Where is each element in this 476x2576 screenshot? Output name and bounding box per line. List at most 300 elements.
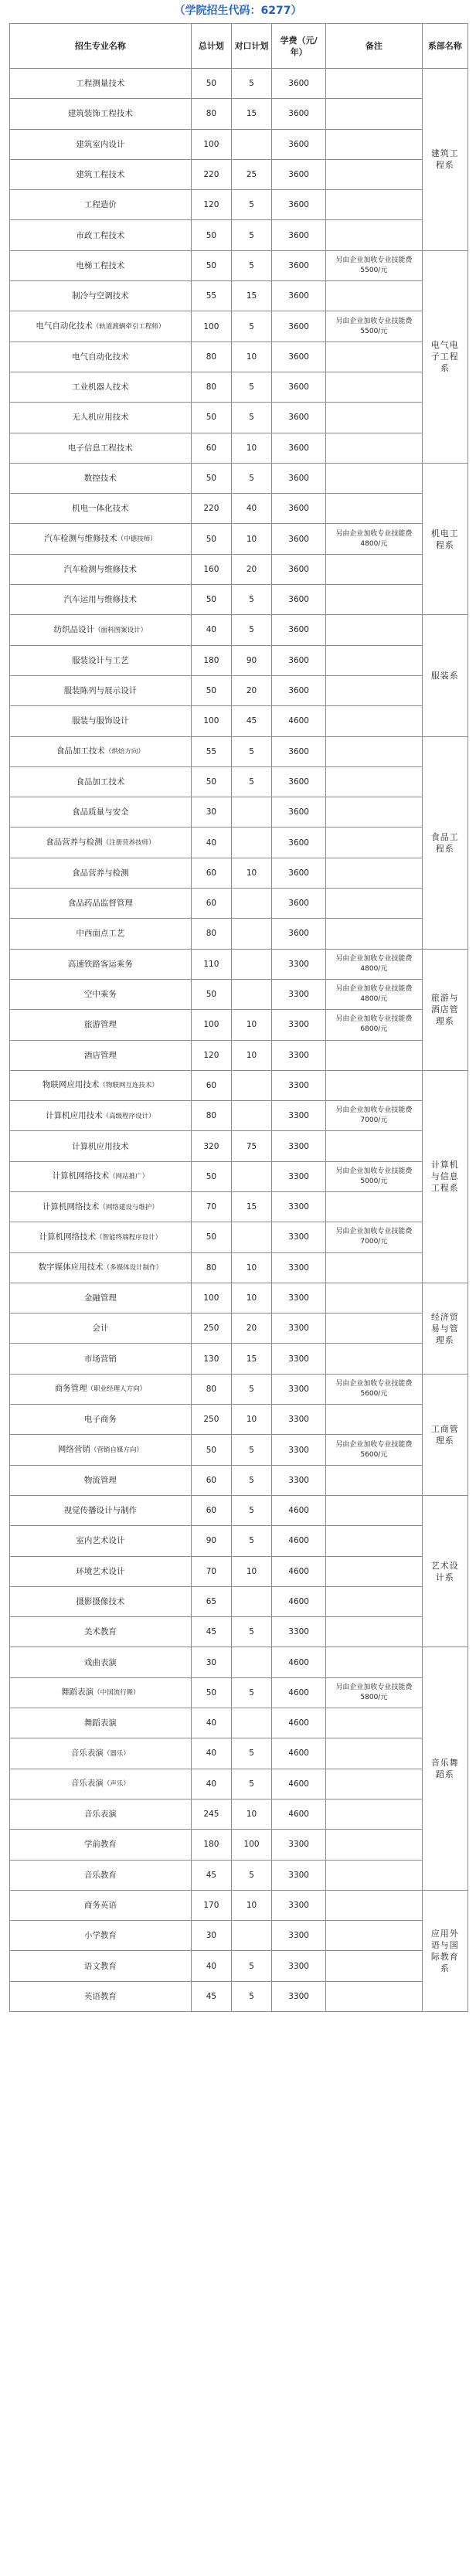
table-row [10, 1830, 468, 1860]
fee-cell: 3300 [272, 1101, 326, 1131]
total-plan-cell: 70 [191, 1191, 231, 1222]
table-row [10, 828, 468, 858]
major-name-cell [10, 494, 192, 524]
fee-cell: 3600 [272, 403, 326, 433]
major-name: 环境艺术设计 [76, 1566, 125, 1576]
total-plan-cell: 50 [191, 675, 231, 705]
table-row [10, 1921, 468, 1951]
table-row [10, 433, 468, 463]
table-row [10, 1981, 468, 2011]
table-row [10, 1313, 468, 1344]
paired-plan-cell: 40 [231, 494, 271, 524]
remark-cell [326, 281, 423, 311]
total-plan-cell: 250 [191, 1405, 231, 1435]
remark-cell [326, 1131, 423, 1161]
table-row [10, 979, 468, 1009]
total-plan-cell: 50 [191, 524, 231, 554]
dept-name-cell: 音乐舞蹈系 [422, 1647, 468, 1890]
major-name: 服装设计与工艺 [72, 655, 129, 665]
header-row [10, 24, 468, 69]
major-name: 工程造价 [83, 200, 117, 210]
paired-plan-cell: 10 [231, 1010, 271, 1040]
paired-plan-cell: 20 [231, 554, 271, 584]
major-note: （注册营养技师） [102, 839, 155, 848]
total-plan-cell: 130 [191, 1344, 231, 1374]
major-name: 市政工程技术 [76, 230, 125, 240]
fee-cell: 3600 [272, 645, 326, 675]
total-plan-cell: 40 [191, 1738, 231, 1769]
major-name-cell [10, 1374, 192, 1404]
paired-plan-cell: 100 [231, 1830, 271, 1860]
major-name: 物流管理 [83, 1475, 117, 1485]
total-plan-cell: 50 [191, 1435, 231, 1465]
total-plan-cell: 250 [191, 1313, 231, 1344]
major-name: 电气自动化技术 [36, 321, 93, 331]
paired-plan-cell [231, 1647, 271, 1677]
major-name: 计算机网络技术 [39, 1232, 97, 1242]
major-name: 计算机应用技术 [72, 1141, 129, 1151]
fee-cell: 4600 [272, 1677, 326, 1708]
major-name-cell [10, 403, 192, 433]
paired-plan-cell: 5 [231, 220, 271, 250]
major-name-cell [10, 1738, 192, 1769]
major-name: 舞蹈表演 [83, 1718, 117, 1728]
major-name: 音乐表演 [83, 1810, 117, 1820]
major-name: 酒店管理 [83, 1050, 117, 1060]
major-name-cell [10, 433, 192, 463]
major-name-cell [10, 1344, 192, 1374]
table-row [10, 1161, 468, 1191]
fee-cell: 3600 [272, 281, 326, 311]
remark-cell [326, 433, 423, 463]
major-name: 服装与服饰设计 [72, 716, 129, 726]
table-row [10, 220, 468, 250]
table-row [10, 858, 468, 888]
remark-cell [326, 1313, 423, 1344]
fee-cell: 3300 [272, 1161, 326, 1191]
table-row [10, 281, 468, 311]
paired-plan-cell: 5 [231, 585, 271, 615]
major-name: 商务管理 [54, 1384, 87, 1394]
total-plan-cell: 45 [191, 1981, 231, 2011]
major-name-cell [10, 1769, 192, 1799]
fee-cell: 3300 [272, 1465, 326, 1495]
remark-cell [326, 1405, 423, 1435]
total-plan-cell: 100 [191, 129, 231, 159]
table-row [10, 1222, 468, 1252]
paired-plan-cell: 5 [231, 1435, 271, 1465]
remark-cell [326, 1252, 423, 1283]
paired-plan-cell: 10 [231, 1040, 271, 1070]
major-name: 电子商务 [83, 1415, 117, 1425]
major-name-cell [10, 615, 192, 645]
major-name: 音乐教育 [83, 1870, 117, 1880]
fee-cell: 4600 [272, 1526, 326, 1556]
major-name: 网络营销 [57, 1445, 90, 1454]
major-name: 食品药品监督管理 [67, 899, 133, 909]
total-plan-cell: 60 [191, 433, 231, 463]
total-plan-cell: 50 [191, 463, 231, 493]
paired-plan-cell [231, 1222, 271, 1252]
enrollment-table [9, 23, 468, 2012]
total-plan-cell: 40 [191, 1769, 231, 1799]
major-name-cell [10, 1921, 192, 1951]
table-row [10, 1677, 468, 1708]
fee-cell: 3300 [272, 1010, 326, 1040]
table-row [10, 1131, 468, 1161]
remark-cell [326, 159, 423, 189]
header-fee: 学费（元/年） [272, 24, 326, 69]
total-plan-cell: 110 [191, 949, 231, 979]
fee-cell: 4600 [272, 1769, 326, 1799]
total-plan-cell: 40 [191, 828, 231, 858]
major-name-cell [10, 828, 192, 858]
fee-cell: 3600 [272, 766, 326, 797]
total-plan-cell: 80 [191, 1252, 231, 1283]
dept-name-cell: 应用外语与国际教育系 [422, 1890, 468, 2011]
fee-cell: 3600 [272, 342, 326, 372]
paired-plan-cell: 5 [231, 615, 271, 645]
remark-cell [326, 99, 423, 129]
total-plan-cell: 50 [191, 69, 231, 99]
table-row [10, 1495, 468, 1525]
fee-cell: 3600 [272, 736, 326, 766]
major-name: 电子信息工程技术 [67, 443, 133, 453]
total-plan-cell: 30 [191, 797, 231, 828]
table-row [10, 1799, 468, 1829]
remark-cell [326, 554, 423, 584]
dept-name-cell: 食品工程系 [422, 736, 468, 949]
remark-cell [326, 1586, 423, 1616]
major-name-cell [10, 1161, 192, 1191]
remark-cell [326, 1708, 423, 1738]
fee-cell: 4600 [272, 1647, 326, 1677]
major-name: 食品营养与检测 [72, 868, 129, 878]
fee-cell: 3300 [272, 1283, 326, 1313]
paired-plan-cell: 5 [231, 372, 271, 402]
fee-cell: 3300 [272, 1070, 326, 1100]
header-paired: 对口计划 [231, 24, 271, 69]
paired-plan-cell: 5 [231, 1981, 271, 2011]
total-plan-cell: 40 [191, 1951, 231, 1981]
remark-cell: 另由企业加收专业技能费5500/元 [326, 311, 423, 342]
major-name: 旅游管理 [83, 1020, 117, 1030]
paired-plan-cell: 5 [231, 463, 271, 493]
major-name-cell [10, 1890, 192, 1920]
remark-cell [326, 220, 423, 250]
total-plan-cell: 55 [191, 281, 231, 311]
major-name: 电气自动化技术 [72, 352, 129, 362]
fee-cell: 3300 [272, 1830, 326, 1860]
major-name-cell [10, 220, 192, 250]
total-plan-cell: 60 [191, 1070, 231, 1100]
remark-cell [326, 1951, 423, 1981]
remark-cell: 另由企业加收专业技能费7000/元 [326, 1101, 423, 1131]
major-name: 金融管理 [83, 1293, 117, 1303]
fee-cell: 3600 [272, 433, 326, 463]
table-row [10, 1951, 468, 1981]
remark-cell [326, 736, 423, 766]
major-name-cell [10, 1405, 192, 1435]
page-caption: （学院招生代码：6277） [174, 5, 302, 17]
paired-plan-cell: 5 [231, 190, 271, 220]
major-name: 市场营销 [83, 1354, 117, 1364]
remark-cell [326, 494, 423, 524]
major-note: （烘焙方向） [104, 748, 144, 756]
table-row [10, 1010, 468, 1040]
total-plan-cell: 40 [191, 1708, 231, 1738]
paired-plan-cell [231, 1161, 271, 1191]
major-name: 学前教育 [83, 1840, 117, 1850]
major-name: 会计 [92, 1324, 109, 1334]
total-plan-cell: 50 [191, 585, 231, 615]
paired-plan-cell: 10 [231, 1556, 271, 1586]
paired-plan-cell [231, 129, 271, 159]
major-note: （高级程序设计） [102, 1112, 155, 1120]
table-row [10, 1435, 468, 1465]
remark-cell: 另由企业加收专业技能费5500/元 [326, 250, 423, 280]
major-note: （器乐） [103, 1749, 130, 1758]
major-name-cell [10, 1283, 192, 1313]
fee-cell: 3300 [272, 1313, 326, 1344]
remark-cell [326, 1799, 423, 1829]
dept-name-cell: 电气电子工程系 [422, 250, 468, 463]
major-name-cell [10, 1981, 192, 2011]
major-name-cell [10, 342, 192, 372]
major-name-cell [10, 766, 192, 797]
major-name: 食品加工技术 [56, 746, 105, 756]
total-plan-cell: 100 [191, 311, 231, 342]
major-name-cell [10, 1040, 192, 1070]
paired-plan-cell: 15 [231, 99, 271, 129]
table-row [10, 554, 468, 584]
paired-plan-cell: 10 [231, 1799, 271, 1829]
paired-plan-cell [231, 889, 271, 919]
paired-plan-cell [231, 919, 271, 949]
remark-cell [326, 828, 423, 858]
major-name-cell [10, 1191, 192, 1222]
major-name-cell [10, 645, 192, 675]
fee-cell: 3300 [272, 1860, 326, 1890]
paired-plan-cell: 10 [231, 1405, 271, 1435]
dept-name-cell: 服装系 [422, 615, 468, 736]
paired-plan-cell: 5 [231, 1677, 271, 1708]
table-row [10, 1647, 468, 1677]
major-name-cell [10, 99, 192, 129]
paired-plan-cell: 10 [231, 433, 271, 463]
remark-cell: 另由企业加收专业技能费7000/元 [326, 1222, 423, 1252]
paired-plan-cell: 5 [231, 736, 271, 766]
table-row [10, 159, 468, 189]
total-plan-cell: 80 [191, 919, 231, 949]
major-name-cell [10, 949, 192, 979]
fee-cell: 3300 [272, 1131, 326, 1161]
table-row [10, 919, 468, 949]
fee-cell: 3600 [272, 615, 326, 645]
table-row [10, 1708, 468, 1738]
major-note: （网络建设与维护） [99, 1203, 158, 1212]
table-row [10, 1344, 468, 1374]
remark-cell [326, 372, 423, 402]
paired-plan-cell [231, 1708, 271, 1738]
total-plan-cell: 80 [191, 1374, 231, 1404]
major-name-cell [10, 1010, 192, 1040]
major-name-cell [10, 1252, 192, 1283]
major-name-cell [10, 706, 192, 736]
fee-cell: 3300 [272, 1344, 326, 1374]
remark-cell: 另由企业加收专业技能费4800/元 [326, 949, 423, 979]
fee-cell: 3300 [272, 1222, 326, 1252]
paired-plan-cell [231, 1921, 271, 1951]
fee-cell: 3600 [272, 585, 326, 615]
table-row [10, 675, 468, 705]
total-plan-cell: 80 [191, 372, 231, 402]
table-row [10, 1070, 468, 1100]
fee-cell: 4600 [272, 706, 326, 736]
major-name-cell [10, 1951, 192, 1981]
remark-cell [326, 69, 423, 99]
major-name-cell [10, 736, 192, 766]
total-plan-cell: 170 [191, 1890, 231, 1920]
remark-cell [326, 919, 423, 949]
total-plan-cell: 120 [191, 190, 231, 220]
fee-cell: 3600 [272, 372, 326, 402]
table-row [10, 949, 468, 979]
table-body [10, 69, 468, 2012]
fee-cell: 4600 [272, 1495, 326, 1525]
remark-cell: 另由企业加收专业技能费5800/元 [326, 1677, 423, 1708]
paired-plan-cell [231, 1586, 271, 1616]
fee-cell: 3600 [272, 889, 326, 919]
fee-cell: 3600 [272, 69, 326, 99]
remark-cell [326, 463, 423, 493]
dept-name-cell: 工商管理系 [422, 1374, 468, 1495]
major-name-cell [10, 979, 192, 1009]
major-note: （物联网互连技术） [99, 1082, 158, 1090]
major-name-cell [10, 585, 192, 615]
total-plan-cell: 65 [191, 1586, 231, 1616]
paired-plan-cell: 5 [231, 1495, 271, 1525]
major-name: 汽车检测与维修技术 [63, 564, 138, 574]
paired-plan-cell: 5 [231, 1860, 271, 1890]
fee-cell: 3600 [272, 828, 326, 858]
major-name-cell [10, 1860, 192, 1890]
major-note: （网站推广） [109, 1173, 149, 1181]
fee-cell: 3300 [272, 1191, 326, 1222]
table-row [10, 1586, 468, 1616]
major-name-cell [10, 190, 192, 220]
table-row [10, 403, 468, 433]
major-name-cell [10, 675, 192, 705]
table-row [10, 706, 468, 736]
table-row [10, 1890, 468, 1920]
total-plan-cell: 40 [191, 615, 231, 645]
major-name-cell [10, 1435, 192, 1465]
paired-plan-cell: 45 [231, 706, 271, 736]
remark-cell [326, 1890, 423, 1920]
paired-plan-cell: 10 [231, 524, 271, 554]
remark-cell [326, 766, 423, 797]
remark-cell [326, 1040, 423, 1070]
fee-cell: 3600 [272, 250, 326, 280]
total-plan-cell: 50 [191, 250, 231, 280]
paired-plan-cell: 5 [231, 311, 271, 342]
major-name-cell [10, 554, 192, 584]
table-row [10, 1191, 468, 1222]
fee-cell: 4600 [272, 1556, 326, 1586]
major-name: 中西面点工艺 [76, 929, 125, 939]
remark-cell [326, 615, 423, 645]
remark-cell [326, 1647, 423, 1677]
paired-plan-cell: 5 [231, 1374, 271, 1404]
remark-cell [326, 797, 423, 828]
total-plan-cell: 80 [191, 1101, 231, 1131]
table-row [10, 1283, 468, 1313]
major-note: （多媒体设计制作） [103, 1264, 163, 1273]
fee-cell: 3300 [272, 1890, 326, 1920]
major-name-cell [10, 69, 192, 99]
major-name-cell [10, 372, 192, 402]
major-note: （声乐） [103, 1780, 130, 1789]
fee-cell: 3300 [272, 1374, 326, 1404]
major-name-cell [10, 1070, 192, 1100]
fee-cell: 4600 [272, 1799, 326, 1829]
remark-cell [326, 1981, 423, 2011]
table-row [10, 1465, 468, 1495]
major-name-cell [10, 1526, 192, 1556]
paired-plan-cell: 5 [231, 1465, 271, 1495]
header-dept: 系部名称 [422, 24, 468, 69]
fee-cell: 3300 [272, 1405, 326, 1435]
major-note: （智能终端程序设计） [96, 1233, 162, 1242]
major-name: 高速铁路客运乘务 [67, 959, 133, 969]
major-note: （轨道渡辆牵引工程师） [92, 323, 165, 331]
table-row [10, 1526, 468, 1556]
fee-cell: 3300 [272, 1617, 326, 1647]
major-name-cell [10, 1313, 192, 1344]
table-row [10, 1040, 468, 1070]
paired-plan-cell: 25 [231, 159, 271, 189]
fee-cell: 4600 [272, 1738, 326, 1769]
total-plan-cell: 70 [191, 1556, 231, 1586]
major-name: 电梯工程技术 [76, 260, 125, 270]
major-note: （营销自媒方向） [90, 1446, 143, 1454]
major-name-cell [10, 1617, 192, 1647]
major-name: 食品质量与安全 [72, 807, 129, 817]
fee-cell: 3300 [272, 949, 326, 979]
paired-plan-cell: 5 [231, 403, 271, 433]
major-name: 工业机器人技术 [72, 382, 129, 393]
paired-plan-cell: 15 [231, 1191, 271, 1222]
major-name: 汽车运用与维修技术 [63, 595, 138, 605]
table-row [10, 1374, 468, 1404]
fee-cell: 3300 [272, 1252, 326, 1283]
total-plan-cell: 60 [191, 889, 231, 919]
paired-plan-cell: 5 [231, 1526, 271, 1556]
paired-plan-cell: 5 [231, 1617, 271, 1647]
fee-cell: 3600 [272, 494, 326, 524]
remark-cell [326, 1769, 423, 1799]
dept-name-cell: 建筑工程系 [422, 69, 468, 251]
paired-plan-cell: 20 [231, 1313, 271, 1344]
total-plan-cell: 60 [191, 858, 231, 888]
total-plan-cell: 220 [191, 494, 231, 524]
major-name: 计算机网络技术 [42, 1201, 100, 1212]
total-plan-cell: 100 [191, 1010, 231, 1040]
major-name-cell [10, 311, 192, 342]
remark-cell [326, 858, 423, 888]
major-name-cell [10, 919, 192, 949]
